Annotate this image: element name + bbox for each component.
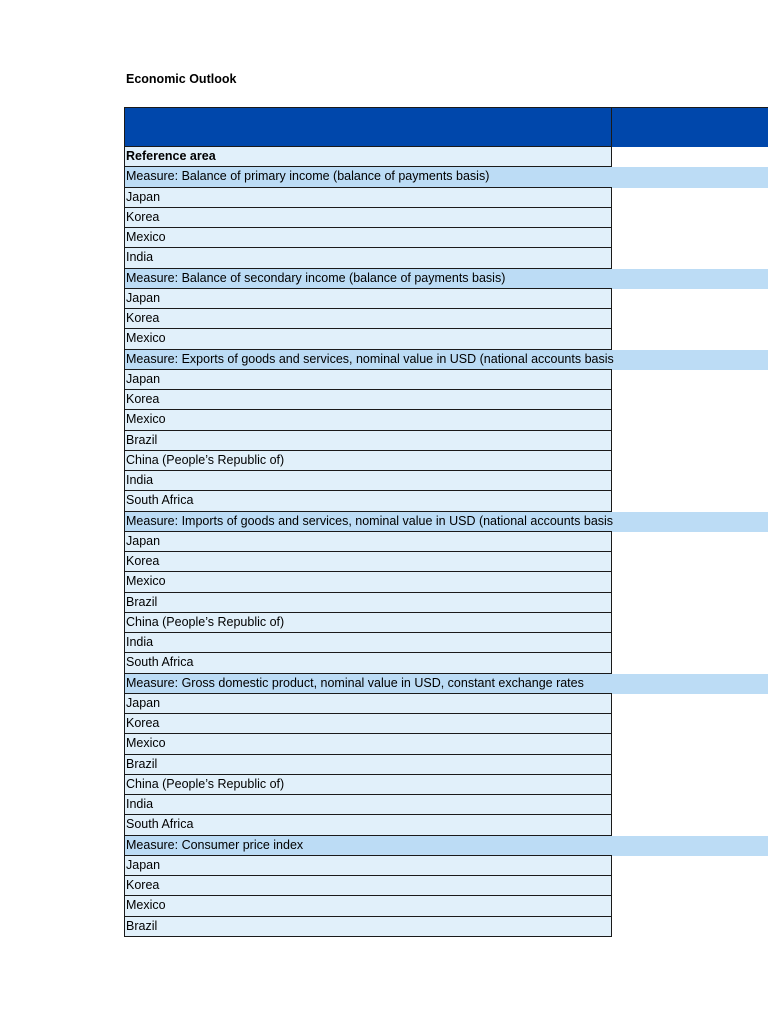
table-row bbox=[124, 532, 768, 552]
reference-area-cell[interactable]: Korea bbox=[124, 552, 612, 572]
reference-area-header-row bbox=[124, 147, 768, 167]
table-row bbox=[124, 917, 768, 937]
page-title: Economic Outlook bbox=[126, 72, 237, 86]
measure-row bbox=[124, 350, 768, 370]
reference-area-cell[interactable]: Korea bbox=[124, 208, 612, 228]
table-row bbox=[124, 572, 768, 592]
table-row bbox=[124, 289, 768, 309]
reference-area-cell[interactable]: India bbox=[124, 795, 612, 815]
table-row bbox=[124, 188, 768, 208]
measure-cell[interactable] bbox=[124, 167, 612, 187]
table-row bbox=[124, 471, 768, 491]
reference-area-header[interactable]: Reference area bbox=[124, 147, 612, 167]
table-row bbox=[124, 451, 768, 471]
reference-area-cell[interactable]: Mexico bbox=[124, 410, 612, 430]
measure-cell[interactable] bbox=[124, 512, 612, 532]
table-row bbox=[124, 653, 768, 673]
reference-area-cell[interactable]: Mexico bbox=[124, 896, 612, 916]
table-row bbox=[124, 876, 768, 896]
reference-area-cell[interactable]: Mexico bbox=[124, 329, 612, 349]
table-row bbox=[124, 491, 768, 511]
reference-area-cell[interactable]: Japan bbox=[124, 694, 612, 714]
table-row bbox=[124, 410, 768, 430]
reference-area-cell[interactable]: South Africa bbox=[124, 653, 612, 673]
table-row bbox=[124, 815, 768, 835]
table-row bbox=[124, 755, 768, 775]
table-row bbox=[124, 329, 768, 349]
reference-area-cell[interactable]: Mexico bbox=[124, 228, 612, 248]
reference-area-cell[interactable]: India bbox=[124, 248, 612, 268]
reference-area-cell[interactable]: Brazil bbox=[124, 755, 612, 775]
table-row bbox=[124, 613, 768, 633]
measure-row bbox=[124, 167, 768, 187]
table-row bbox=[124, 734, 768, 754]
reference-area-cell[interactable]: South Africa bbox=[124, 815, 612, 835]
reference-area-cell[interactable]: India bbox=[124, 471, 612, 491]
reference-area-cell[interactable]: Japan bbox=[124, 370, 612, 390]
reference-area-cell[interactable]: Korea bbox=[124, 309, 612, 329]
measure-cell[interactable] bbox=[124, 836, 612, 856]
table-row bbox=[124, 248, 768, 268]
measure-label: Measure: Balance of secondary income (balance of payments basis) bbox=[126, 270, 506, 285]
table-row bbox=[124, 856, 768, 876]
table-row bbox=[124, 633, 768, 653]
measure-row bbox=[124, 674, 768, 694]
reference-area-cell[interactable]: India bbox=[124, 633, 612, 653]
measure-cell[interactable] bbox=[124, 674, 612, 694]
table-header-band bbox=[124, 107, 768, 147]
reference-area-cell[interactable]: China (People’s Republic of) bbox=[124, 451, 612, 471]
reference-area-cell[interactable]: Mexico bbox=[124, 734, 612, 754]
table-row bbox=[124, 795, 768, 815]
table-row bbox=[124, 593, 768, 613]
table-row bbox=[124, 309, 768, 329]
reference-area-cell[interactable]: Japan bbox=[124, 289, 612, 309]
measure-label: Measure: Consumer price index bbox=[126, 837, 304, 852]
measure-row bbox=[124, 836, 768, 856]
table-row bbox=[124, 390, 768, 410]
table-row bbox=[124, 714, 768, 734]
measure-row bbox=[124, 269, 768, 289]
reference-area-cell[interactable]: Brazil bbox=[124, 917, 612, 937]
reference-area-cell[interactable]: Japan bbox=[124, 188, 612, 208]
table-row bbox=[124, 370, 768, 390]
reference-area-cell[interactable]: Korea bbox=[124, 714, 612, 734]
measure-row bbox=[124, 512, 768, 532]
reference-area-cell[interactable]: Mexico bbox=[124, 572, 612, 592]
measure-label: Measure: Balance of primary income (balance of payments basis) bbox=[126, 169, 490, 184]
table-row bbox=[124, 228, 768, 248]
reference-area-cell[interactable]: Brazil bbox=[124, 431, 612, 451]
reference-area-cell[interactable]: South Africa bbox=[124, 491, 612, 511]
reference-area-cell[interactable]: China (People’s Republic of) bbox=[124, 775, 612, 795]
measure-label: Measure: Imports of goods and services, nominal value in USD (national accounts basis bbox=[126, 513, 614, 528]
table-row bbox=[124, 775, 768, 795]
reference-area-cell[interactable]: Korea bbox=[124, 876, 612, 896]
reference-area-cell[interactable]: Korea bbox=[124, 390, 612, 410]
reference-area-cell[interactable]: Japan bbox=[124, 856, 612, 876]
measure-cell[interactable] bbox=[124, 269, 612, 289]
table-row bbox=[124, 896, 768, 916]
measure-cell[interactable] bbox=[124, 350, 612, 370]
reference-area-cell[interactable]: Brazil bbox=[124, 593, 612, 613]
table-row bbox=[124, 694, 768, 714]
measure-label: Measure: Gross domestic product, nominal value in USD, constant exchange rates bbox=[126, 675, 584, 690]
table-row bbox=[124, 552, 768, 572]
data-table bbox=[124, 147, 768, 937]
measure-label: Measure: Exports of goods and services, nominal value in USD (national accounts basis bbox=[126, 351, 614, 366]
table-row bbox=[124, 431, 768, 451]
reference-area-cell[interactable]: China (People’s Republic of) bbox=[124, 613, 612, 633]
reference-area-cell[interactable]: Japan bbox=[124, 532, 612, 552]
table-row bbox=[124, 208, 768, 228]
